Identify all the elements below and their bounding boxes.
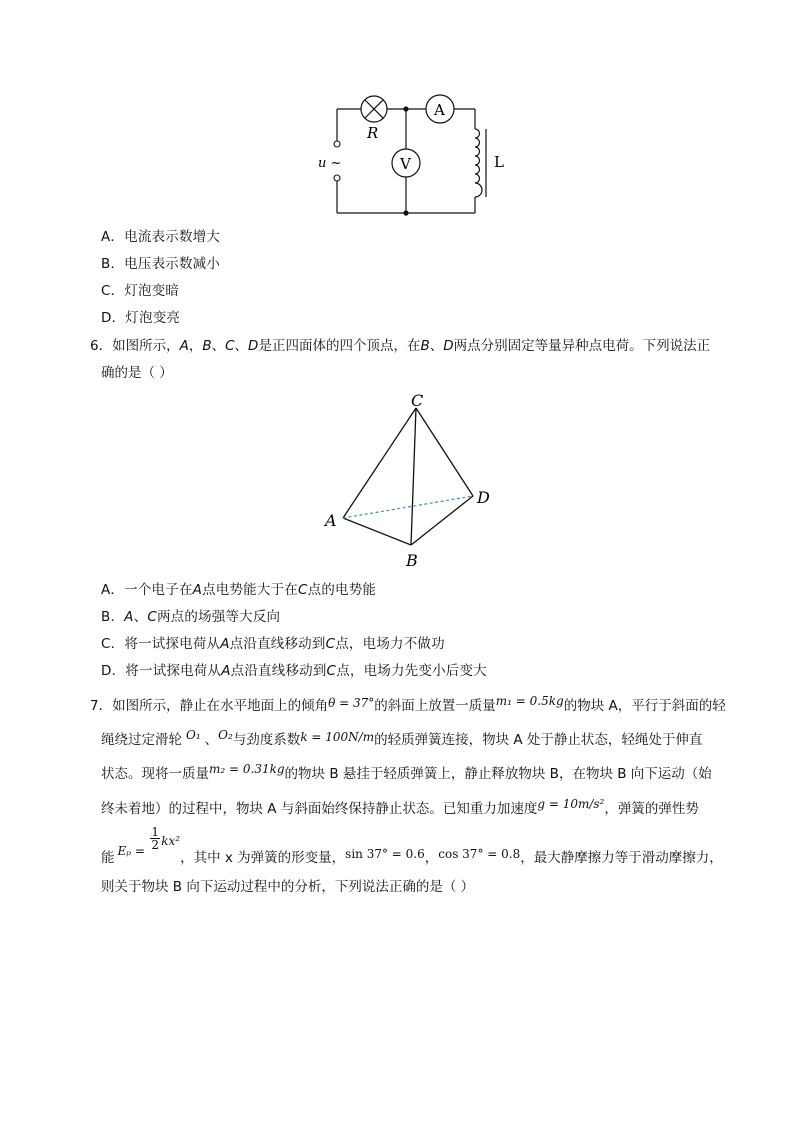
- point-label: A: [124, 609, 134, 625]
- stem-text: ，: [424, 850, 439, 866]
- stiffness-formula: k = 100N/m: [300, 730, 375, 744]
- option-text: 点的电势能: [307, 582, 377, 598]
- mass-formula: m₂ = 0.31kg: [209, 762, 285, 776]
- question-number: 6．: [90, 338, 113, 354]
- option-letter: C．: [101, 636, 125, 652]
- option-letter: D．: [101, 663, 126, 679]
- mass-formula: m₁ = 0.5kg: [495, 694, 564, 708]
- gravity-formula: g = 10m/s²: [537, 797, 605, 811]
- option-text: 将一试探电荷从: [125, 663, 222, 679]
- option-text: 两点的场强等大反向: [156, 609, 281, 625]
- question-number: 7．: [90, 698, 113, 714]
- pulley-label: O₁: [186, 728, 201, 742]
- stem-text: 的物块 B 悬挂于轻质弹簧上，静止释放物块 B，在物块 B 向下运动（始: [284, 766, 712, 782]
- option-letter: B．: [101, 609, 125, 625]
- option-text: 点，电场力不做功: [335, 636, 445, 652]
- option-letter: A．: [101, 229, 125, 245]
- fraction-denominator: 2: [151, 838, 160, 852]
- q5-option-d[interactable]: [101, 306, 180, 326]
- option-text: 点沿直线移动到: [229, 636, 326, 652]
- point-label: A: [220, 636, 230, 652]
- point-label: C: [325, 636, 336, 652]
- sine-formula: sin 37° = 0.6: [345, 847, 425, 861]
- option-text: 电流表示数增大: [124, 229, 221, 245]
- point-label: A: [221, 663, 231, 679]
- source-terminal-top: [334, 141, 340, 147]
- option-letter: A．: [101, 582, 125, 598]
- q6-stem-line-1: [90, 334, 710, 354]
- energy-symbol: Eₚ =: [117, 844, 145, 858]
- hidden-edge-ad: [343, 496, 473, 518]
- stem-text: 状态。现将一质量: [101, 766, 209, 782]
- q7-stem-line-3: [101, 762, 712, 782]
- point-label: A: [179, 338, 189, 354]
- option-text: 电压表示数减小: [124, 256, 221, 272]
- stem-text: 确的是（ ）: [101, 365, 173, 381]
- vertex-label-a: A: [325, 511, 337, 530]
- fraction-half: [150, 826, 160, 851]
- q6-option-b[interactable]: [101, 605, 280, 625]
- junction-dot: [403, 106, 408, 111]
- point-label: C: [225, 338, 235, 354]
- q7-stem-line-4: [101, 797, 699, 817]
- stem-text: 绳绕过定滑轮: [101, 732, 182, 748]
- ammeter-label: A: [434, 101, 445, 119]
- lamp-icon: [361, 96, 387, 122]
- stem-text: 、: [211, 338, 226, 354]
- stem-text: 的斜面上放置一质量: [374, 698, 496, 714]
- energy-formula: kx²: [161, 834, 181, 848]
- point-label: C: [297, 582, 308, 598]
- cosine-formula: cos 37° = 0.8: [438, 847, 521, 861]
- stem-text: 两点分别固定等量异种点电荷。下列说法正: [453, 338, 711, 354]
- angle-formula: θ = 37°: [328, 696, 375, 710]
- option-text: 点，电场力先变小后变大: [336, 663, 487, 679]
- stem-text: 、: [429, 338, 444, 354]
- vertex-label-c: C: [411, 392, 424, 410]
- q7-stem-line-6: [101, 875, 474, 895]
- stem-text: 如图所示，: [112, 338, 180, 354]
- q6-option-a[interactable]: [101, 578, 376, 598]
- fraction-numerator: 1: [151, 825, 160, 839]
- option-letter: D．: [101, 310, 126, 326]
- pulley-label: O₂: [218, 728, 233, 742]
- option-text: 、: [133, 609, 148, 625]
- junction-dot: [403, 210, 408, 215]
- tetrahedron-figure: [320, 392, 500, 572]
- point-label: D: [248, 338, 259, 354]
- q7-stem-line-2: [101, 728, 702, 748]
- point-label: A: [192, 582, 203, 598]
- lamp-label: R: [367, 124, 379, 142]
- point-label: B: [202, 338, 212, 354]
- q6-option-c[interactable]: [101, 632, 445, 652]
- stem-text: ，其中 x 为弹簧的形变量，: [180, 850, 346, 866]
- option-text: 将一试探电荷从: [124, 636, 221, 652]
- q7-stem-line-1: [90, 694, 726, 714]
- stem-text: ，: [188, 338, 203, 354]
- vertex-label-b: B: [406, 551, 418, 570]
- stem-text: 的物块 A，平行于斜面的轻: [563, 698, 726, 714]
- q5-option-c[interactable]: [101, 279, 179, 299]
- option-text: 点电势能大于在: [202, 582, 298, 598]
- inductor-label: L: [494, 153, 504, 171]
- q6-option-d[interactable]: [101, 659, 487, 679]
- vertex-label-d: D: [477, 488, 490, 507]
- stem-text: 的轻质弹簧连接，物块 A 处于静止状态，轻绳处于伸直: [374, 732, 703, 748]
- stem-text: 如图所示，静止在水平地面上的倾角: [112, 698, 329, 714]
- stem-text: ，最大静摩擦力等于滑动摩擦力，: [520, 850, 723, 866]
- point-label: C: [326, 663, 337, 679]
- point-label: B: [420, 338, 430, 354]
- point-label: D: [443, 338, 454, 354]
- option-letter: B．: [101, 256, 125, 272]
- point-label: C: [147, 609, 157, 625]
- stem-text: 与劲度系数: [232, 732, 301, 748]
- stem-text: ，弹簧的弹性势: [604, 801, 699, 817]
- option-text: 一个电子在: [124, 582, 193, 598]
- option-letter: C．: [101, 283, 125, 299]
- stem-text: 、: [234, 338, 249, 354]
- option-text: 灯泡变亮: [125, 310, 181, 326]
- stem-text: 是正四面体的四个顶点，在: [258, 338, 421, 354]
- stem-text: 能: [101, 850, 115, 866]
- source-terminal-bottom: [334, 175, 340, 181]
- q6-stem-line-2: [101, 361, 173, 381]
- option-text: 点沿直线移动到: [230, 663, 327, 679]
- circuit-diagram: [310, 92, 510, 222]
- q5-option-a[interactable]: [101, 225, 220, 245]
- voltmeter-label: V: [400, 155, 411, 173]
- q5-option-b[interactable]: [101, 252, 220, 272]
- source-label: u ~: [318, 156, 342, 171]
- inductor-icon: [475, 129, 486, 197]
- option-text: 灯泡变暗: [124, 283, 180, 299]
- q7-stem-line-5: [101, 825, 723, 870]
- stem-text: 终未着地）的过程中，物块 A 与斜面始终保持静止状态。已知重力加速度: [101, 801, 538, 817]
- stem-text: 、: [204, 732, 219, 748]
- stem-text: 则关于物块 B 向下运动过程中的分析，下列说法正确的是（ ）: [101, 879, 475, 895]
